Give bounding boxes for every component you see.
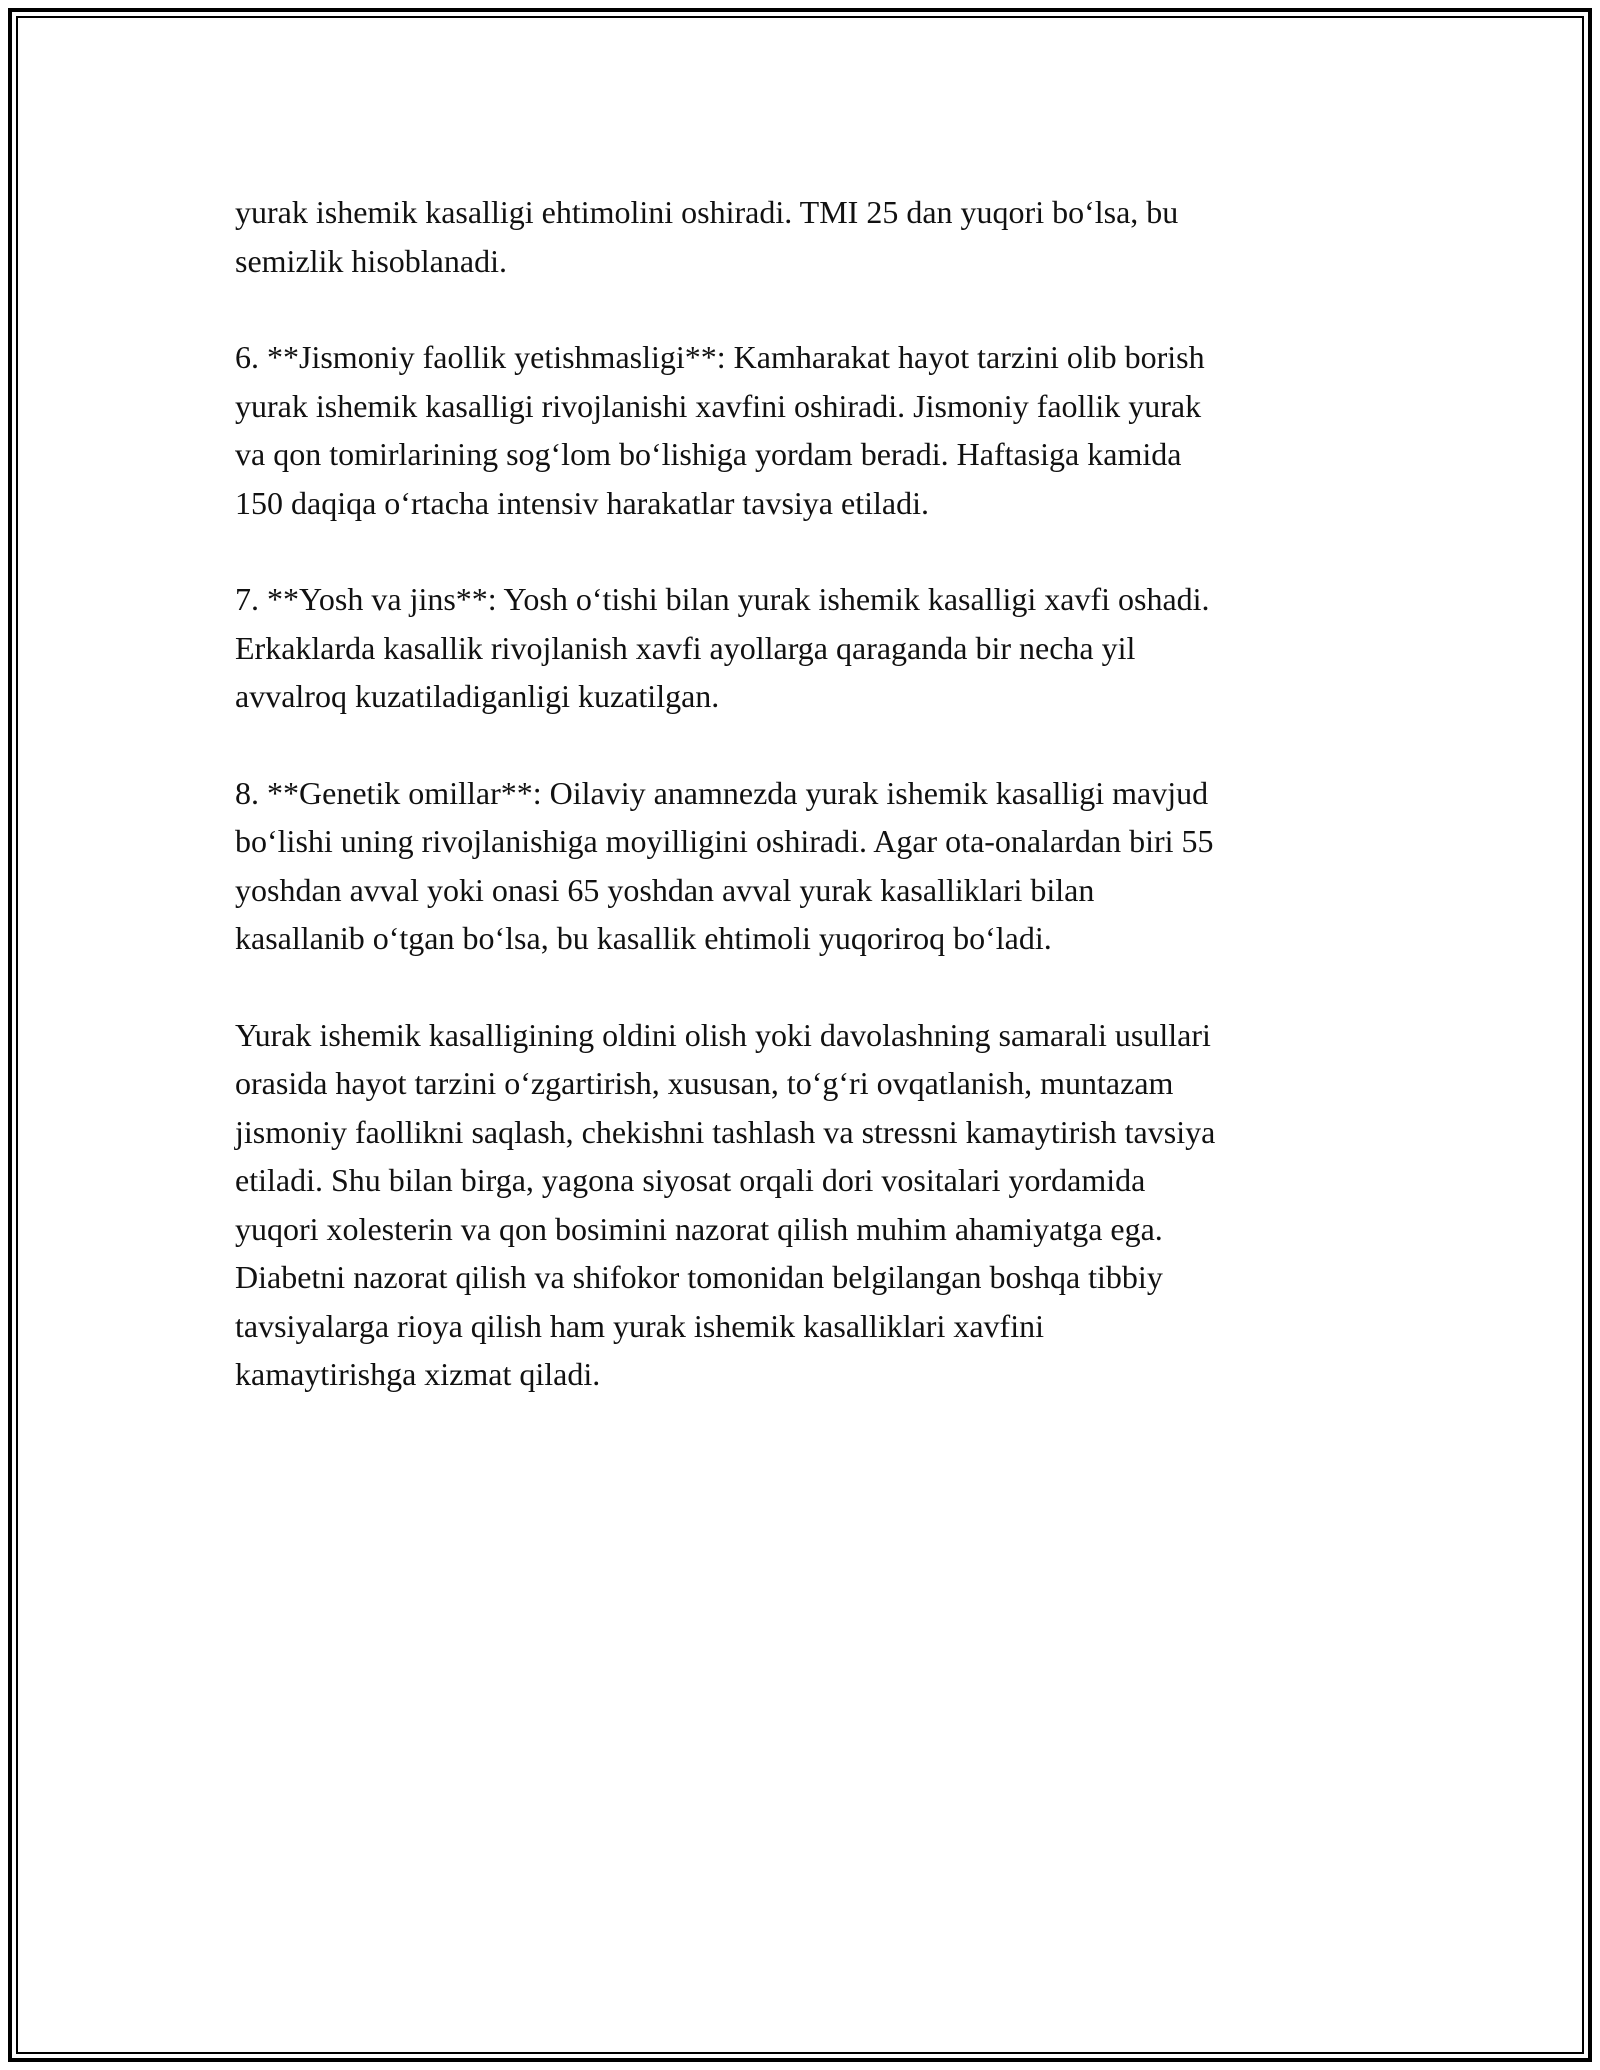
paragraph-physical-inactivity: 6. **Jismoniy faollik yetishmasligi**: Kamharakat hayot tarzini olib borish yurak ishemik kasalligi rivojlanishi xavfini oshiradi. Jismoniy faollik yurak va qon tomirlarining sog‘lom bo‘lishiga yordam beradi. Haftasiga kamida 150 daqiqa o‘rtacha intensiv harakatlar tavsiya etiladi.: [235, 339, 1205, 521]
paragraph-obesity-continuation: yurak ishemik kasalligi ehtimolini oshiradi. TMI 25 dan yuqori bo‘lsa, bu semizlik hisoblanadi.: [235, 194, 1179, 279]
document-body: [235, 188, 1375, 1447]
paragraph-genetic-factors: 8. **Genetik omillar**: Oilaviy anamnezda yurak ishemik kasalligi mavjud bo‘lishi uning rivojlanishiga moyilligini oshiradi. Agar ota-onalardan biri 55 yoshdan avval yoki onasi 65 yoshdan avval yurak kasalliklari bilan kasallanib o‘tgan bo‘lsa, bu kasallik ehtimoli yuqoriroq bo‘ladi.: [235, 774, 1214, 956]
paragraph-prevention-summary: Yurak ishemik kasalligining oldini olish yoki davolashning samarali usullari orasida hayot tarzini o‘zgartirish, xususan, to‘g‘ri ovqatlanish, muntazam jismoniy faollikni saqlash, chekishni tashlash va stressni kamaytirish tavsiya etiladi. Shu bilan birga, yagona siyosat orqali dori vositalari yordamida yuqori xolesterin va qon bosimini nazorat qilish muhim ahamiyatga ega. Diabetni nazorat qilish va shifokor tomonidan belgilangan boshqa tibbiy tavsiyalarga rioya qilish ham yurak ishemik kasalliklari xavfini kamaytirishga xizmat qiladi.: [235, 1016, 1216, 1392]
paragraph-age-and-sex: 7. **Yosh va jins**: Yosh o‘tishi bilan yurak ishemik kasalligi xavfi oshadi. Erkaklarda kasallik rivojlanish xavfi ayollarga qaraganda bir necha yil avvalroq kuzatiladiganligi kuzatilgan.: [235, 581, 1210, 714]
